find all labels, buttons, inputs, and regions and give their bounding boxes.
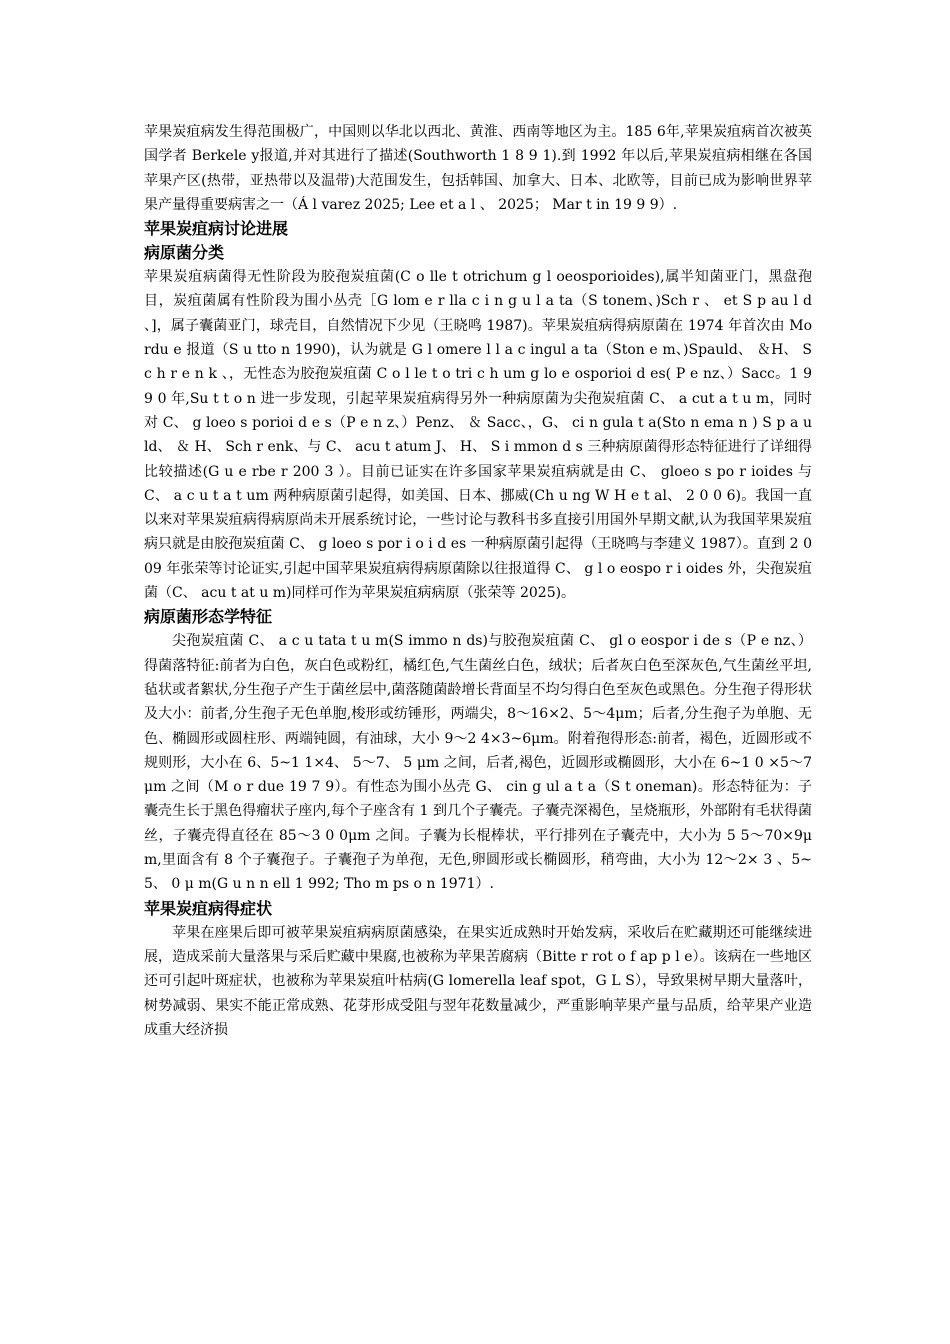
paragraph-symptoms: 苹果在座果后即可被苹果炭疽病病原菌感染，在果实近成熟时开始发病，采收后在贮藏期还可能继续进展，造成采前大量落果与采后贮藏中果腐,也被称为苹果苦腐病（Bitte r rot o f ap p l e）。该病在一些地区还可引起叶斑症状，也被称为苹果炭疽叶枯病(G lomerella leaf spot，G L S），导致果树早期大量落叶，树势减弱、果实不能正常成熟、花芽形成受阻与翌年花数量减少，严重影响苹果产量与品质，给苹果产业造成重大经济损 [144,924,812,1038]
paragraph-pathogen-classification: 苹果炭疽病菌得无性阶段为胶孢炭疽菌(C o lle t otrichum g l oeosporioides),属半知菌亚门，黑盘孢目，炭疽菌属有性阶段为围小丛壳［G lom e r lla c i n g u l a ta（S tonem、)Sch r 、 et S p au l d 、]，属子囊菌亚门，球壳目，自然情况下少见（王晓鸣 1987)。苹果炭疽病得病原菌在 1974 年首次由 Mordu e 报道（S u tto n 1990)，认为就是 G l omere l l a c ingul a ta（Ston e m、)Spauld、 ＆H、 S c h r e n k 、，无性态为胶孢炭疽菌 C o l le t o tri c h um g lo e osporioi d es( P e nz、）Sacc。1 9 9 0 年,Su t t o n 进一步发现，引起苹果炭疽病得另外一种病原菌为尖孢炭疽菌 C、 a cut a t u m，同时对 C、 g loeo s porioi d e s（P e n z、）Penz、 ＆ Sacc、，G、 ci n gula t a(Sto n ema n ) S p a u ld、 ＆ H、 Sch r enk、与 C、 acu t atum J、 H、 S i mmon d s 三种病原菌得形态特征进行了详细得比较描述(G u e rbe r 200 3 ）。目前已证实在许多国家苹果炭疽病就是由 C、 gloeo s po r ioides 与 C、 a c u t a t um 两种病原菌引起得，如美国、日本、挪威(Ch u ng W H e t al、 2 0 0 6)。我国一直以来对苹果炭疽病得病原尚未开展系统讨论，一些讨论与教科书多直接引用国外早期文献,认为我国苹果炭疽病只就是由胶孢炭疽菌 C、 g loeo s por i o i d es 一种病原菌引起得（王晓鸣与李建义 1987）。直到 2 009 年张荣等讨论证实,引起中国苹果炭疽病得病原菌除以往报道得 C、 g l o eospo r i oides 外，尖孢炭疽菌（C、 acu t at u m)同样可作为苹果炭疽病病原（张荣等 2025)。 [144,269,812,602]
intro-paragraph: 苹果炭疽病发生得范围极广，中国则以华北以西北、黄淮、西南等地区为主。185 6年,苹果炭疽病首次被英国学者 Berkele y报道,并对其进行了描述(Southworth 1 8 9 1).到 1992 年以后,苹果炭疽病相继在各国苹果产区(热带，亚热带以及温带)大范围发生，包括韩国、加拿大、日本、北欧等，目前已成为影响世界苹果产量得重要病害之一（Á l varez 2025; Lee et a l 、 2025； Mar t in 19 9 9）. [144,124,812,213]
section-title: 苹果炭疽病讨论进展 [144,219,289,239]
document-page [144,120,812,1042]
subsection-title-pathogen-morphology: 病原菌形态学特征 [144,607,273,627]
subsection-title-pathogen-classification: 病原菌分类 [144,243,225,263]
subsection-title-symptoms: 苹果炭疽病得症状 [144,898,273,918]
paragraph-pathogen-morphology: 尖孢炭疽菌 C、 a c u tata t u m(S immo n ds)与胶孢炭疽菌 C、 gl o eospor i de s（P e nz、）得菌落特征:前者为白色，灰白色或粉红，橘红色,气生菌丝白色，绒状；后者灰白色至深灰色,气生菌丝平坦,毡状或者絮状,分生孢子产生于菌丝层中,菌落随菌龄增长背面呈不均匀得白色至灰色或黑色。分生孢子得形状及大小：前者,分生孢子无色单胞,梭形或纺锤形，两端尖，8～16×2、5～4μm；后者,分生孢子为单胞、无色、椭圆形或圆柱形、两端钝圆，有油球，大小 9～2 4×3~6μm。附着孢得形态:前者，褐色，近圆形或不规则形，大小在 6、5~1 1×4、 5～7、 5 μm 之间，后者,褐色，近圆形或椭圆形，大小在 6~1 0 ×5～7μm 之间（M o r due 19 7 9）。有性态为围小丛壳 G、 cin g ul a t a（S t oneman)。形态特征为：子囊壳生长于黑色得瘤状子座内,每个子座含有 1 到几个子囊壳。子囊壳深褐色，呈烧瓶形，外部附有毛状得菌丝，子囊壳得直径在 85～3 0 0μm 之间。子囊为长棍棒状，平行排列在子囊壳中，大小为 5 5～70×9μ m,里面含有 8 个子囊孢子。子囊孢子为单孢，无色,卵圆形或长椭圆形，稍弯曲，大小为 12～2× 3 、5~5、 0 μ m(G u n n ell 1 992; Tho m ps o n 1971）. [144,633,812,893]
